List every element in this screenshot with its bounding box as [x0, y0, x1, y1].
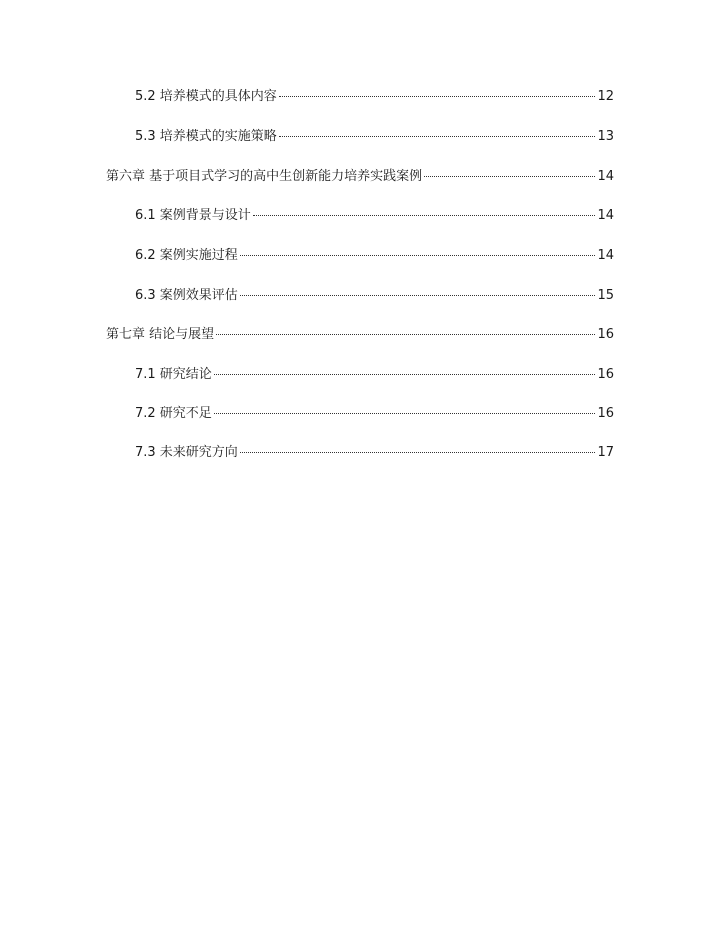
- toc-page-number: 14: [597, 208, 614, 223]
- toc-page-number: 16: [597, 327, 614, 342]
- toc-dot-leader: [253, 215, 596, 216]
- toc-entry-title: 第七章 结论与展望: [106, 327, 215, 342]
- toc-page-number: 14: [597, 248, 614, 263]
- toc-entry-section-7-1[interactable]: [135, 367, 614, 383]
- toc-dot-leader: [279, 136, 596, 137]
- toc-entry-title: 7.3 未来研究方向: [135, 445, 238, 460]
- toc-entry-title: 6.2 案例实施过程: [135, 248, 238, 263]
- toc-entry-chapter-6[interactable]: [106, 169, 614, 185]
- toc-entry-title: 7.2 研究不足: [135, 406, 212, 421]
- toc-page-number: 16: [597, 406, 614, 421]
- toc-dot-leader: [214, 374, 596, 375]
- toc-entry-section-7-2[interactable]: [135, 406, 614, 422]
- toc-dot-leader: [214, 413, 596, 414]
- toc-entry-title: 6.1 案例背景与设计: [135, 208, 251, 223]
- toc-entry-section-6-3[interactable]: [135, 288, 614, 304]
- toc-entry-chapter-7[interactable]: [106, 327, 614, 343]
- toc-page-number: 16: [597, 367, 614, 382]
- toc-dot-leader: [216, 334, 595, 335]
- toc-page-number: 17: [597, 445, 614, 460]
- toc-entry-section-7-3[interactable]: [135, 445, 614, 461]
- toc-page-number: 12: [597, 89, 614, 104]
- toc-dot-leader: [240, 452, 596, 453]
- toc-entry-title: 5.2 培养模式的具体内容: [135, 89, 277, 104]
- toc-page-number: 14: [597, 169, 614, 184]
- toc-dot-leader: [240, 255, 596, 256]
- toc-dot-leader: [279, 96, 596, 97]
- toc-entry-title: 6.3 案例效果评估: [135, 288, 238, 303]
- toc-dot-leader: [424, 176, 595, 177]
- toc-entry-section-6-1[interactable]: [135, 208, 614, 224]
- toc-entry-title: 7.1 研究结论: [135, 367, 212, 382]
- toc-dot-leader: [240, 295, 596, 296]
- toc-entry-section-5-2[interactable]: [135, 89, 614, 105]
- toc-entry-section-6-2[interactable]: [135, 248, 614, 264]
- toc-page-number: 13: [597, 129, 614, 144]
- toc-entry-section-5-3[interactable]: [135, 129, 614, 145]
- toc-page-number: 15: [597, 288, 614, 303]
- toc-entry-title: 5.3 培养模式的实施策略: [135, 129, 277, 144]
- toc-entry-title: 第六章 基于项目式学习的高中生创新能力培养实践案例: [106, 169, 423, 184]
